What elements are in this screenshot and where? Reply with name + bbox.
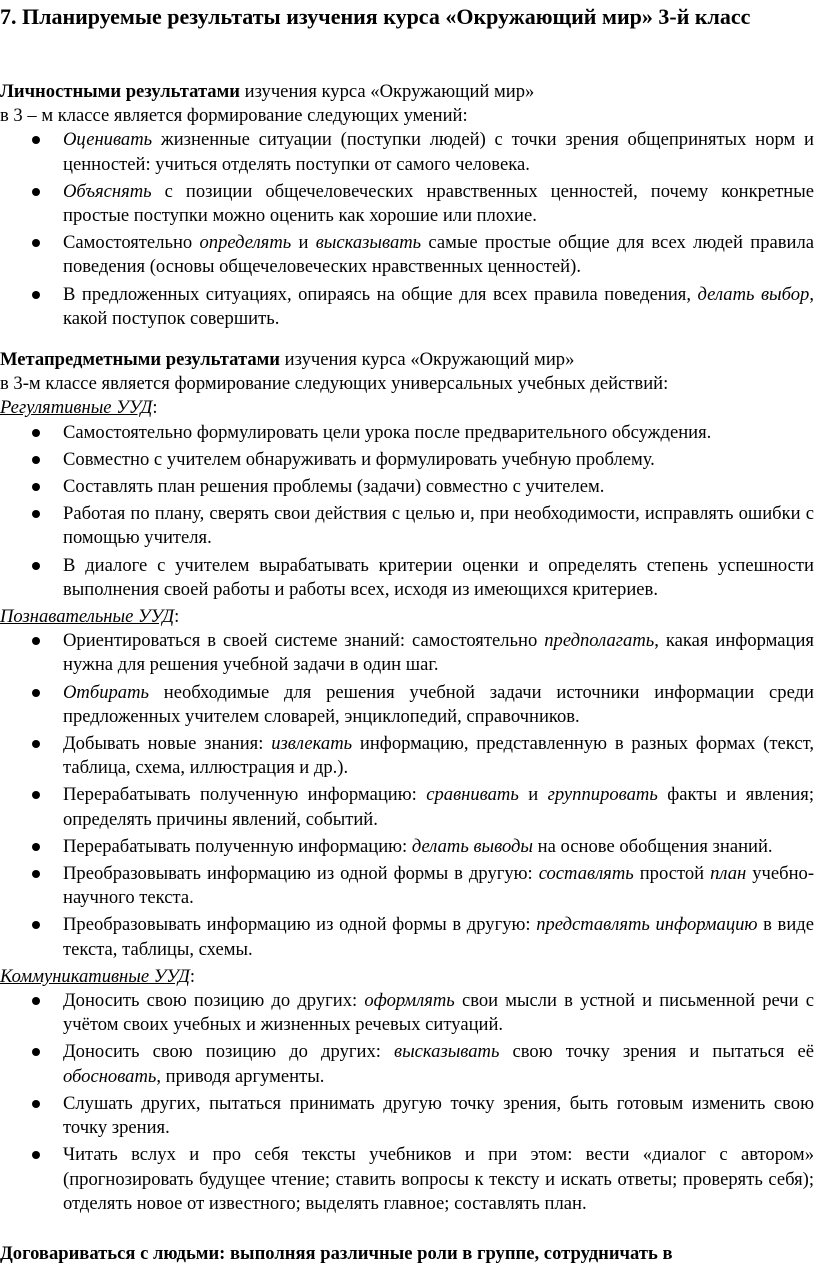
item-text: Составлять план решения проблемы (задачи) совместно с учителем. <box>63 476 605 498</box>
list-item <box>0 1143 814 1216</box>
communicative-label-text: Коммуникативные УУД <box>0 965 190 987</box>
emphasis-text: представлять информацию <box>536 914 758 936</box>
emphasis-text: Отбирать <box>63 681 149 703</box>
personal-heading-rest: изучения курса «Окружающий мир» <box>239 81 535 102</box>
meta-heading-rest: изучения курса «Окружающий мир» <box>280 349 575 370</box>
item-text: Ориентироваться в своей системе знаний: самостоятельно <box>63 630 545 652</box>
personal-list <box>0 128 814 331</box>
regulatory-label-text: Регулятивные УУД <box>0 397 153 419</box>
list-item <box>0 554 814 602</box>
regulatory-list <box>0 421 814 602</box>
meta-heading <box>0 348 814 372</box>
item-text: Перерабатывать полученную информацию: <box>63 835 412 857</box>
item-text: Добывать новые знания: <box>63 733 272 755</box>
list-item <box>0 448 814 472</box>
cognitive-list <box>0 629 814 962</box>
item-text: факты и явления; определять причины явлений, событий. <box>63 784 815 830</box>
list-item <box>0 913 814 961</box>
item-text: необходимые для решения учебной задачи источники информации среди предложенных учителем словарей, энциклопедий, справочников. <box>63 681 814 727</box>
item-text: Читать вслух и про себя тексты учебников и при этом: вести «диалог с автором» (прогнозировать будущее чтение; ставить вопросы к тексту и искать ответы; проверять себя); отделять новое от известного; выделять главное; составлять план. <box>63 1144 814 1214</box>
item-text: Самостоятельно <box>63 232 200 254</box>
list-item <box>0 862 814 910</box>
emphasis-text: оформлять <box>364 990 455 1012</box>
item-text: В предложенных ситуациях, опираясь на общие для всех правила поведения, <box>63 283 698 305</box>
list-item <box>0 681 814 729</box>
personal-section <box>0 80 814 334</box>
item-text: Слушать других, пытаться принимать другую точку зрения, быть готовым изменить свою точку зрения. <box>63 1092 814 1139</box>
item-text: Преобразовывать информацию из одной формы в другую: <box>63 914 537 936</box>
item-text: учебно-научного текста. <box>63 863 815 909</box>
item-text: , приводя аргументы. <box>156 1065 325 1087</box>
communicative-list <box>0 989 814 1216</box>
list-item <box>0 1040 814 1088</box>
item-text: свои мысли в устной и письменной речи с учётом своих учебных и жизненных речевых ситуаций. <box>63 990 814 1036</box>
emphasis-text: определять <box>199 232 292 254</box>
emphasis-text: извлекать <box>271 733 353 755</box>
item-text: Работая по плану, сверять свои действия с целью и, при необходимости, исправлять ошибки с помощью учителя. <box>63 503 814 549</box>
meta-section <box>0 348 814 1219</box>
item-text: жизненные ситуации (поступки людей) с точки зрения общепринятых норм и ценностей: учиться отделять поступки от самого человека. <box>63 129 814 175</box>
regulatory-colon: : <box>152 397 158 419</box>
list-item <box>0 180 814 228</box>
emphasis-text: предполагать <box>544 630 655 652</box>
emphasis-text: обосновать <box>63 1065 157 1087</box>
meta-intro: в 3-м классе является формирование следующих универсальных учебных действий: <box>0 373 669 395</box>
item-text: и <box>518 784 548 806</box>
emphasis-text: группировать <box>547 784 658 806</box>
item-text: Доносить свою позицию до других: <box>63 1041 394 1063</box>
emphasis-text: план <box>710 863 747 885</box>
emphasis-text: делать выводы <box>411 835 534 857</box>
cognitive-colon: : <box>174 606 180 628</box>
list-item <box>0 835 814 859</box>
cognitive-label-text: Познавательные УУД <box>0 606 175 628</box>
emphasis-text: высказывать <box>315 232 422 254</box>
page-title: 7. Планируемые результаты изучения курса «Окружающий мир» 3-й класс <box>0 4 751 29</box>
list-item <box>0 475 814 499</box>
emphasis-text: делать выбор <box>697 283 810 305</box>
item-text: Самостоятельно формулировать цели урока после предварительного обсуждения. <box>63 421 712 443</box>
item-text: Перерабатывать полученную информацию: <box>63 784 427 806</box>
list-item <box>0 231 814 279</box>
list-item <box>0 128 814 176</box>
item-text: Доносить свою позицию до других: <box>63 990 365 1012</box>
cognitive-label <box>0 605 814 629</box>
item-text: с позиции общечеловеческих нравственных ценностей, почему конкретные простые поступки можно оценить как хорошие или плохие. <box>63 180 814 227</box>
item-text: свою точку зрения и пытаться её <box>499 1041 814 1063</box>
list-item <box>0 283 814 331</box>
emphasis-text: Оценивать <box>63 129 153 151</box>
list-item <box>0 732 814 780</box>
item-text: Совместно с учителем обнаруживать и формулировать учебную проблему. <box>63 448 655 470</box>
personal-heading-bold: Личностными результатами <box>0 81 240 102</box>
emphasis-text: высказывать <box>394 1041 500 1063</box>
emphasis-text: составлять <box>538 863 634 885</box>
list-item <box>0 629 814 677</box>
list-item <box>0 502 814 550</box>
emphasis-text: Объяснять <box>63 180 152 202</box>
meta-heading-bold: Метапредметными результатами <box>0 349 281 370</box>
regulatory-label <box>0 396 814 420</box>
list-item <box>0 989 814 1037</box>
item-text: , какая информация нужна для решения учебной задачи в один шаг. <box>63 630 814 676</box>
item-text: информацию, представленную в разных формах (текст, таблица, схема, иллюстрация и др.). <box>63 733 814 779</box>
item-text: самые простые общие для всех людей правила поведения (основы общечеловеческих нравственных ценностей). <box>63 232 815 278</box>
list-item <box>0 1092 814 1140</box>
list-item <box>0 421 814 445</box>
item-text: и <box>291 232 316 254</box>
item-text: на основе обобщения знаний. <box>533 835 773 857</box>
emphasis-text: сравнивать <box>426 784 519 806</box>
tail-text: Договариваться с людьми: выполняя различные роли в группе, сотрудничать в <box>0 1243 673 1264</box>
item-text: В диалоге с учителем вырабатывать критерии оценки и определять степень успешности выполнения своей работы и работы всех, исходя из имеющихся критериев. <box>63 554 814 600</box>
personal-intro: в 3 – м классе является формирование следующих умений: <box>0 105 468 127</box>
item-text: , какой поступок совершить. <box>63 283 814 329</box>
communicative-colon: : <box>189 965 196 987</box>
communicative-label <box>0 965 814 989</box>
list-item <box>0 783 814 831</box>
item-text: в виде текста, таблицы, схемы. <box>63 914 814 960</box>
personal-heading <box>0 80 814 104</box>
item-text: Преобразовывать информацию из одной формы в другую: <box>63 863 539 885</box>
item-text: простой <box>633 863 711 885</box>
